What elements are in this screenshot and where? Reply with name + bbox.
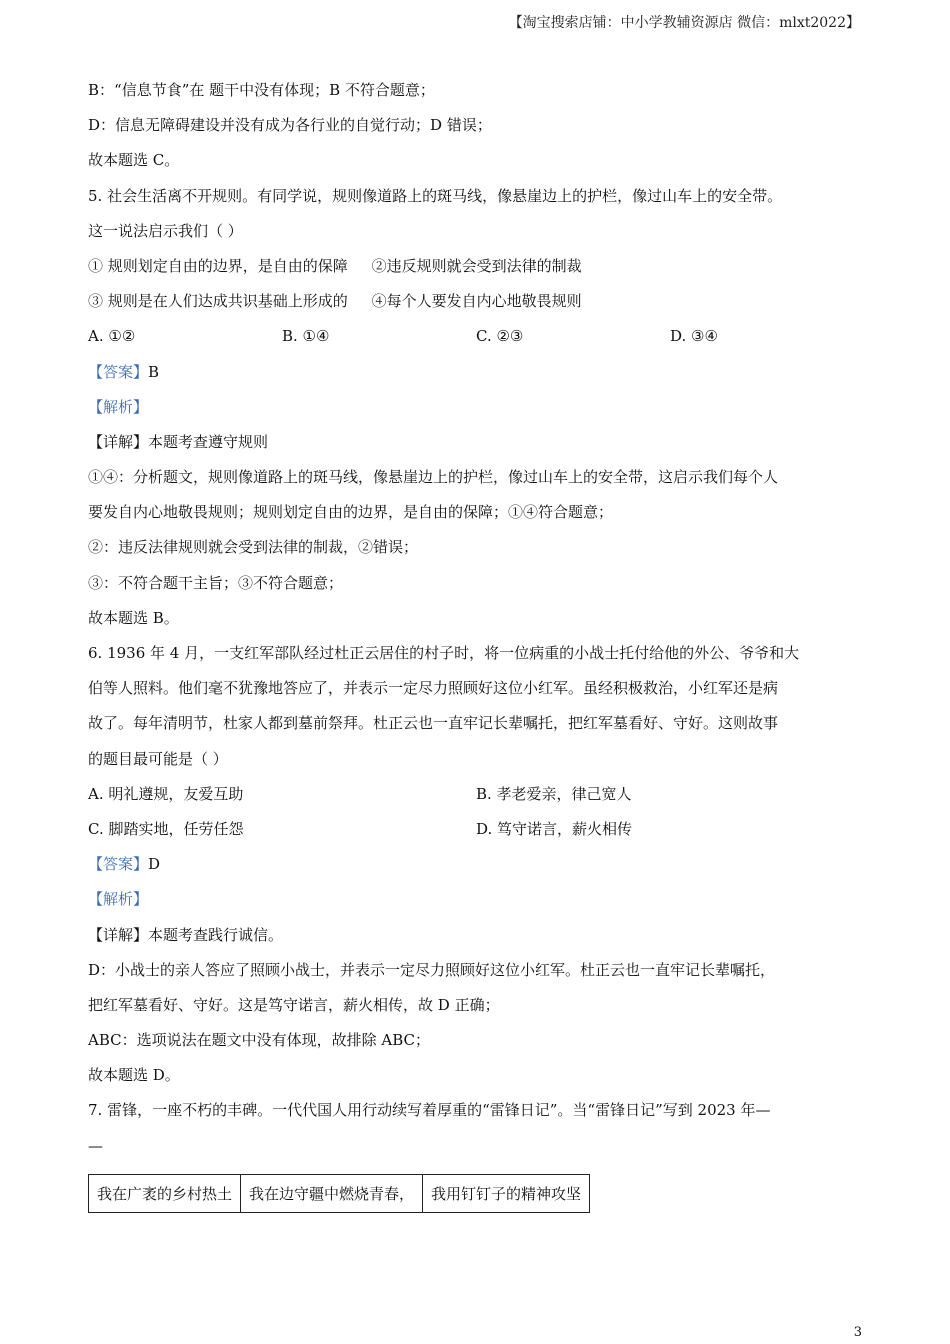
question-6-stem: 伯等人照料。他们毫不犹豫地答应了，并表示一定尽力照顾好这位小红军。虽经积极救治，小红军还是病 <box>88 679 779 698</box>
detail-line: ①④：分析题文，规则像道路上的斑马线，像悬崖边上的护栏，像过山车上的安全带，这启示我们每个人 <box>88 468 779 487</box>
answer-value: D <box>148 855 161 874</box>
detail-line: ②：违反法律规则就会受到法律的制裁，②错误； <box>88 538 419 557</box>
option-c: C. ②③ <box>476 327 524 346</box>
question-5-options <box>88 319 868 354</box>
option-d: D. 笃守诺言，薪火相传 <box>476 819 633 838</box>
question-6-stem: 的题目最可能是（ ） <box>88 749 228 768</box>
option-d: D. ③④ <box>670 327 718 346</box>
detail-line: 要发自内心地敬畏规则；规则划定自由的边界，是自由的保障；①④符合题意； <box>88 503 614 522</box>
table-cell: 我在边守疆中燃烧青春， <box>241 1174 423 1212</box>
table-row <box>89 1174 590 1212</box>
text-line: D：信息无障碍建设并没有成为各行业的自觉行动；D 错误； <box>88 116 492 135</box>
detail-line: 【详解】本题考查遵守规则 <box>88 432 269 451</box>
analysis-tag: 【解析】 <box>88 397 149 416</box>
question-7-stem: 7. 雷锋，一座不朽的丰碑。一代代国人用行动续写着厚重的“雷锋日记”。当“雷锋日记”写到 2023 年— <box>88 1101 771 1120</box>
question-5-statements: ① 规则划定自由的边界，是自由的保障 ②违反规则就会受到法律的制裁 <box>88 256 582 275</box>
option-b: B. ①④ <box>282 327 330 346</box>
detail-line: 把红军墓看好、守好。这是笃守诺言，薪火相传，故 D 正确； <box>88 995 500 1014</box>
question-6-stem: 6. 1936 年 4 月，一支红军部队经过杜正云居住的村子时，将一位病重的小战士托付给他的外公、爷爷和大 <box>88 644 800 662</box>
detail-line: 故本题选 B。 <box>88 608 179 627</box>
detail-line: D：小战士的亲人答应了照顾小战士，并表示一定尽力照顾好这位小红军。杜正云也一直牢记长辈嘱托， <box>88 960 776 979</box>
page-content <box>88 73 868 1213</box>
table-cell: 我在广袤的乡村热土 <box>89 1174 241 1212</box>
option-b: B. 孝老爱亲，律己宽人 <box>476 784 632 803</box>
question-5-answer <box>88 355 868 390</box>
detail-line: 故本题选 D。 <box>88 1066 180 1085</box>
question-7-stem: — <box>88 1136 103 1155</box>
question-5-stem: 5. 社会生活离不开规则。有同学说，规则像道路上的斑马线，像悬崖边上的护栏，像过山车上的安全带。 <box>88 186 783 205</box>
detail-line: ABC：选项说法在题文中没有体现，故排除 ABC； <box>88 1031 430 1050</box>
option-a: A. 明礼遵规，友爱互助 <box>88 784 244 803</box>
detail-line: 【详解】本题考查践行诚信。 <box>88 925 284 944</box>
answer-tag: 【答案】 <box>88 362 149 381</box>
table-cell: 我用钉钉子的精神攻坚 <box>423 1174 590 1212</box>
question-6-options <box>88 777 868 812</box>
question-6-answer <box>88 847 868 882</box>
question-6-stem: 故了。每年清明节，杜家人都到墓前祭拜。杜正云也一直牢记长辈嘱托，把红军墓看好、守好。这则故事 <box>88 714 779 733</box>
question-5-stem: 这一说法启示我们（ ） <box>88 221 243 240</box>
question-6-options <box>88 812 868 847</box>
question-7-table <box>88 1174 590 1213</box>
text-line: B：“信息节食”在 题干中没有体现；B 不符合题意； <box>88 81 435 99</box>
question-5-statements: ③ 规则是在人们达成共识基础上形成的 ④每个人要发自内心地敬畏规则 <box>88 292 582 311</box>
option-c: C. 脚踏实地，任劳任怨 <box>88 819 244 838</box>
option-a: A. ①② <box>88 327 136 346</box>
answer-value: B <box>148 362 160 381</box>
page-header: 【淘宝搜索店铺：中小学教辅资源店 微信：mlxt2022】 <box>508 15 860 31</box>
page-number: 3 <box>853 1325 862 1340</box>
text-line: 故本题选 C。 <box>88 151 180 170</box>
analysis-tag: 【解析】 <box>88 890 149 909</box>
answer-tag: 【答案】 <box>88 855 149 874</box>
detail-line: ③：不符合题干主旨；③不符合题意； <box>88 573 344 592</box>
